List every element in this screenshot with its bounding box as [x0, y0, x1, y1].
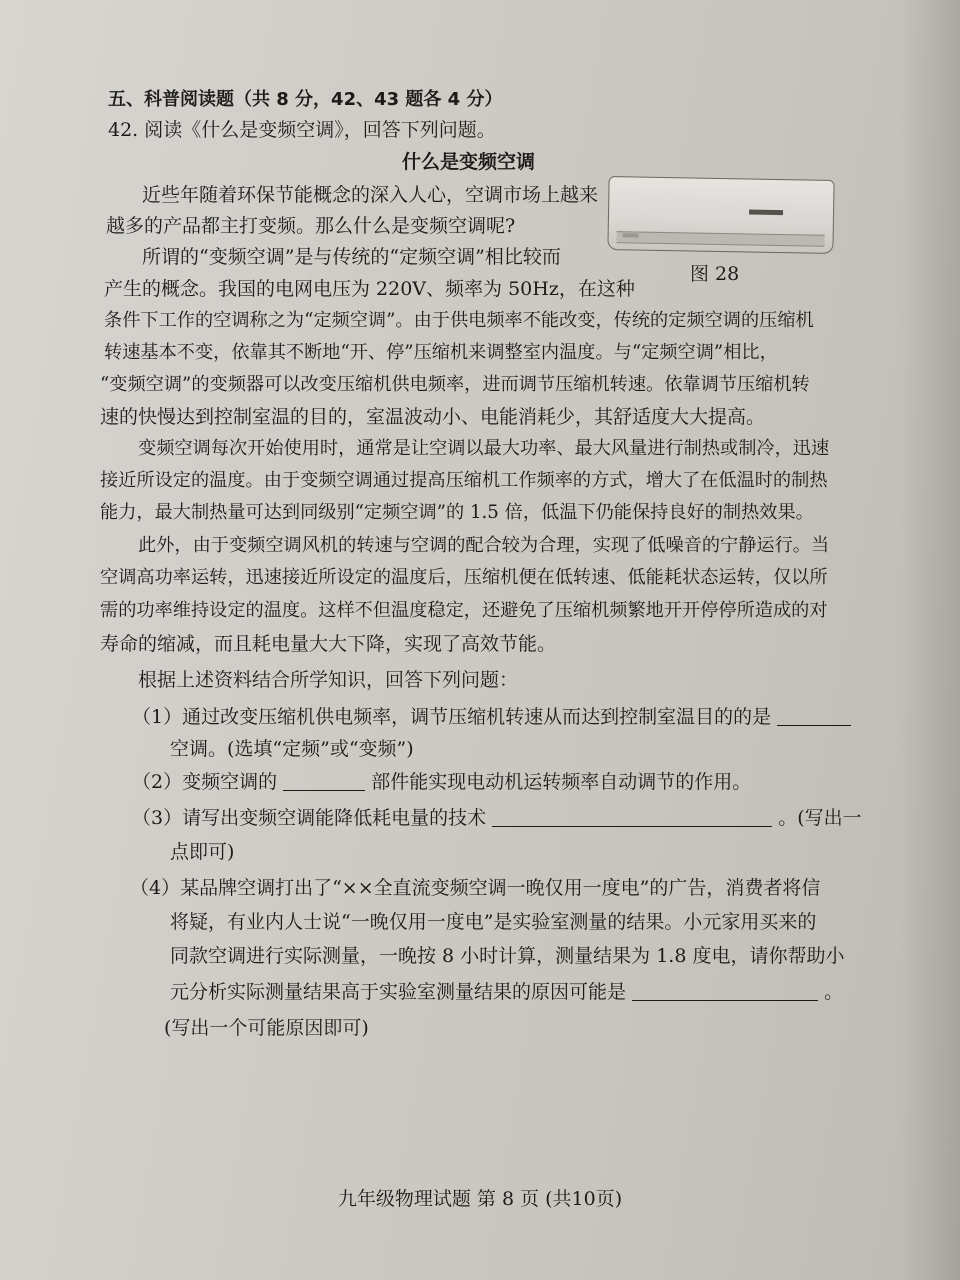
article-line: 此外，由于变频空调风机的转速与空调的配合较为合理，实现了低噪音的宁静运行。当	[138, 535, 830, 556]
question-2-text-a: （2）变频空调的	[132, 771, 278, 793]
question-4-end: 。	[824, 981, 844, 1003]
section-header: 五、科普阅读题（共 8 分，42、43 题各 4 分）	[108, 89, 503, 110]
answer-blank-2[interactable]	[283, 772, 365, 791]
air-conditioner-figure	[607, 176, 834, 254]
question-4-line-1: （4）某品牌空调打出了“××全直流变频空调一晚仅用一度电”的广告，消费者将信	[130, 877, 821, 899]
article-line: 接近所设定的温度。由于变频空调通过提高压缩机工作频率的方式，增大了在低温时的制热	[100, 470, 828, 491]
article-line: 变频空调每次开始使用时，通常是让空调以最大功率、最大风量进行制热或制冷，迅速	[138, 438, 830, 459]
question-3	[132, 806, 862, 830]
article-line: “变频空调”的变频器可以改变压缩机供电频率，进而调节压缩机转速。依靠调节压缩机转	[100, 374, 810, 395]
question-1-text: （1）通过改变压缩机供电频率，调节压缩机转速从而达到控制室温目的的是	[132, 706, 772, 728]
figure-label: 图 28	[690, 263, 740, 285]
article-line: 速的快慢达到控制室温的目的，室温波动小、电能消耗少，其舒适度大大提高。	[100, 406, 766, 428]
answer-blank-1[interactable]	[777, 707, 851, 726]
question-2	[132, 770, 751, 794]
article-line: 越多的产品都主打变频。那么什么是变频空调呢?	[106, 215, 516, 237]
article-line: 产生的概念。我国的电网电压为 220V、频率为 50Hz，在这种	[104, 278, 635, 300]
question-3-text-a: （3）请写出变频空调能降低耗电量的技术	[132, 807, 487, 829]
question-4-line-3: 同款空调进行实际测量，一晚按 8 小时计算，测量结果为 1.8 度电，请你帮助小	[170, 945, 845, 967]
question-2-text-b: 部件能实现电动机运转频率自动调节的作用。	[371, 771, 752, 793]
question-3-cont: 点即可)	[170, 841, 235, 863]
question-1	[132, 705, 851, 729]
answer-blank-3[interactable]	[492, 808, 772, 827]
article-line: 近些年随着环保节能概念的深入人心，空调市场上越来	[142, 184, 599, 206]
article-line: 空调高功率运转，迅速接近所设定的温度后，压缩机便在低转速、低能耗状态运转，仅以所	[100, 567, 828, 588]
article-line: 需的功率维持设定的温度。这样不但温度稳定，还避免了压缩机频繁地开开停停所造成的对	[100, 600, 828, 621]
article-title: 什么是变频空调	[402, 151, 536, 173]
question-1-cont: 空调。(选填“定频”或“变频”)	[170, 738, 414, 760]
article-line: 所谓的“变频空调”是与传统的“定频空调”相比较而	[142, 246, 561, 268]
air-vent	[616, 231, 824, 247]
answer-blank-4[interactable]	[632, 982, 818, 1001]
article-line: 条件下工作的空调称之为“定频空调”。由于供电频率不能改变，传统的定频空调的压缩机	[104, 310, 814, 331]
brand-badge	[749, 209, 783, 215]
question-4-line-2: 将疑，有业内人士说“一晚仅用一度电”是实验室测量的结果。小元家用买来的	[170, 911, 817, 933]
page-shadow	[900, 0, 960, 1280]
article-line: 寿命的缩减，而且耗电量大大下降，实现了高效节能。	[100, 633, 557, 655]
question-4-note: (写出一个可能原因即可)	[164, 1017, 369, 1039]
article-line: 转速基本不变，依靠其不断地“开、停”压缩机来调整室内温度。与“定频空调”相比，	[104, 342, 778, 363]
question-4-text: 元分析实际测量结果高于实验室测量结果的原因可能是	[170, 981, 627, 1003]
article-line: 能力，最大制热量可达到同级别“定频空调”的 1.5 倍，低温下仍能保持良好的制热效果。	[100, 502, 814, 523]
sticker	[623, 233, 639, 237]
question-4-line-4	[170, 980, 843, 1004]
question-3-text-b: 。(写出一	[778, 807, 862, 829]
answer-prompt: 根据上述资料结合所学知识，回答下列问题：	[138, 669, 519, 691]
question-intro: 42. 阅读《什么是变频空调》，回答下列问题。	[108, 119, 496, 141]
page-footer: 九年级物理试题 第 8 页 (共10页)	[337, 1188, 623, 1210]
